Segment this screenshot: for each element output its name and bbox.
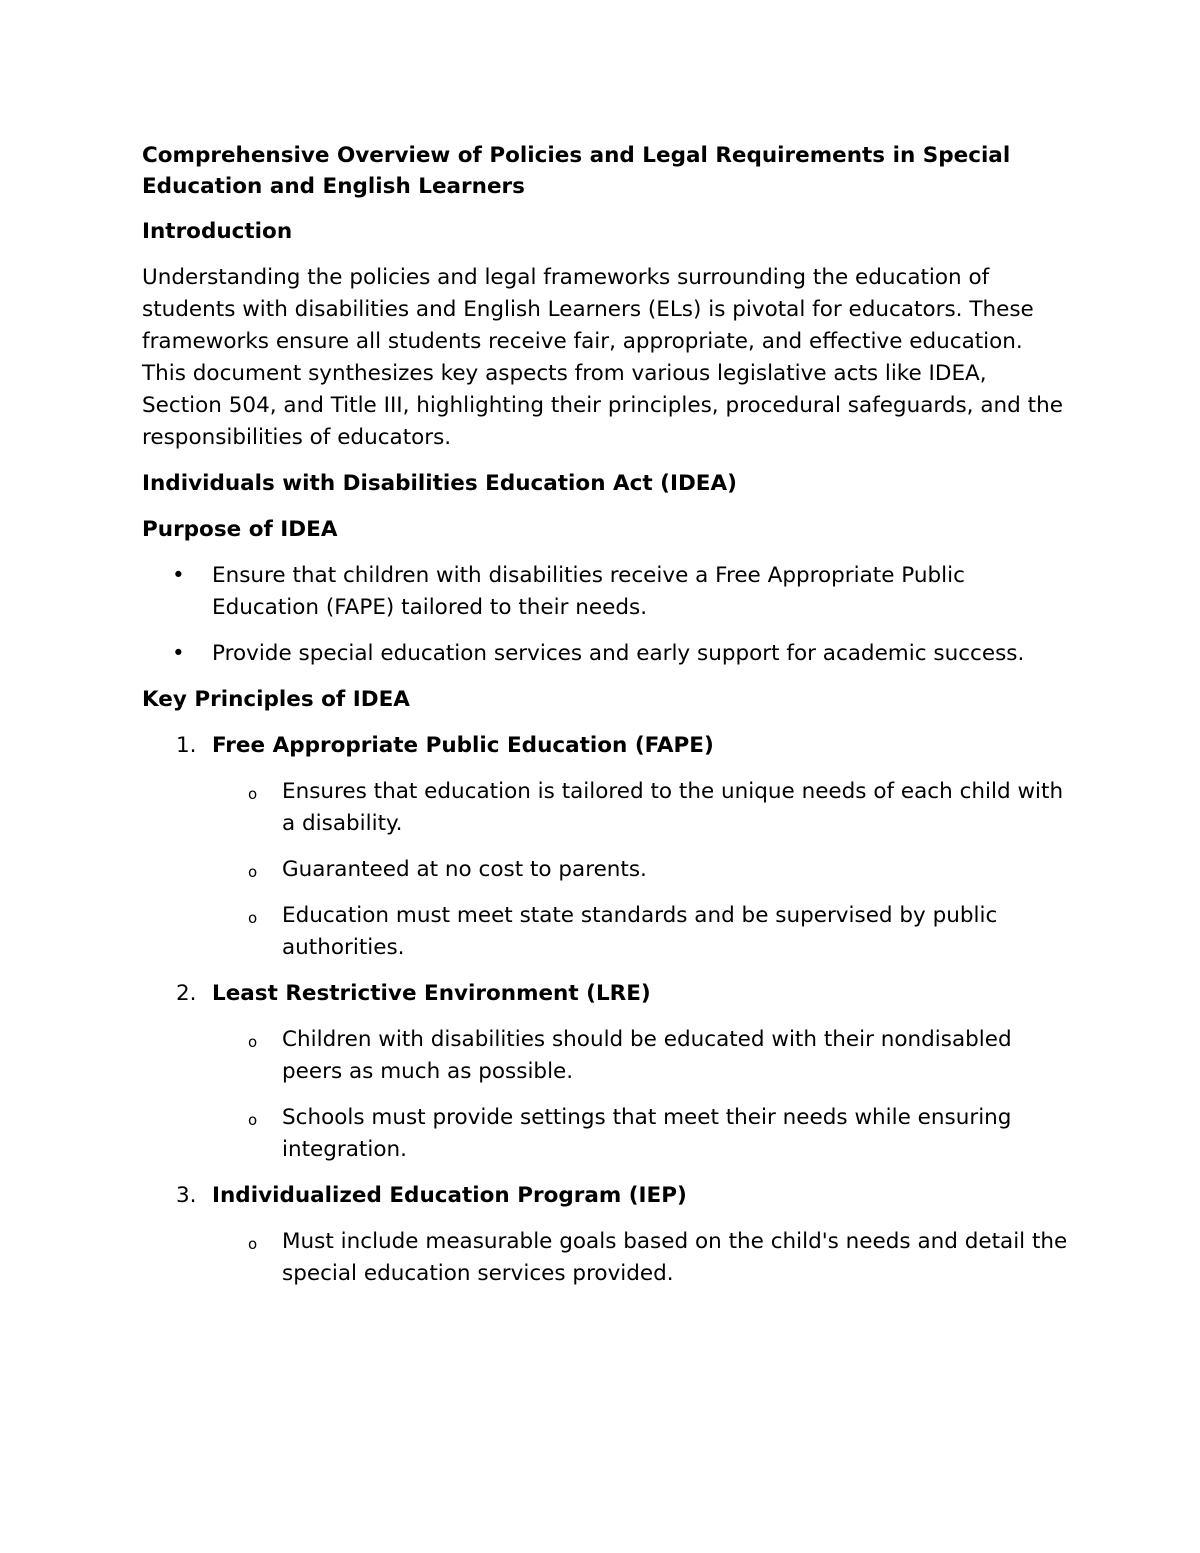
sub-bullet-item <box>142 1102 1072 1166</box>
item-title: Least Restrictive Environment (LRE) <box>212 981 651 1006</box>
section-heading-introduction: Introduction <box>142 219 293 244</box>
numbered-item <box>142 978 1072 1010</box>
circle-bullet-icon: o <box>248 909 258 927</box>
item-number: 2. <box>176 981 197 1006</box>
numbered-item <box>142 1180 1072 1212</box>
bullet-item <box>142 638 1072 670</box>
sub-bullet-item <box>142 900 1072 964</box>
section-heading-purpose: Purpose of IDEA <box>142 517 338 542</box>
circle-bullet-icon: o <box>248 1235 258 1253</box>
numbered-item <box>142 730 1072 762</box>
circle-bullet-icon: o <box>248 1111 258 1129</box>
item-number: 3. <box>176 1183 197 1208</box>
sub-bullet-text: Ensures that education is tailored to the unique needs of each child with a disability. <box>282 779 1064 836</box>
sub-bullet-text: Guaranteed at no cost to parents. <box>282 857 647 882</box>
section-heading-idea: Individuals with Disabilities Education Act (IDEA) <box>142 471 737 496</box>
sub-bullet-item <box>142 776 1072 840</box>
item-title: Free Appropriate Public Education (FAPE) <box>212 733 714 758</box>
sub-bullet-item <box>142 1226 1072 1290</box>
sub-bullet-item <box>142 1024 1072 1088</box>
document-body <box>142 140 1072 1290</box>
bullet-text: Provide special education services and early support for academic success. <box>212 641 1025 666</box>
sub-bullet-item <box>142 854 1072 886</box>
item-number: 1. <box>176 733 197 758</box>
section-heading-principles: Key Principles of IDEA <box>142 687 410 712</box>
bullet-text: Ensure that children with disabilities receive a Free Appropriate Public Education (FAPE) tailored to their needs. <box>212 563 965 620</box>
sub-bullet-text: Must include measurable goals based on the child's needs and detail the special education services provided. <box>282 1229 1068 1286</box>
document-title: Comprehensive Overview of Policies and Legal Requirements in Special Education and English Learners <box>142 143 1011 199</box>
sub-bullet-text: Education must meet state standards and be supervised by public authorities. <box>282 903 998 960</box>
circle-bullet-icon: o <box>248 1033 258 1051</box>
circle-bullet-icon: o <box>248 785 258 803</box>
principles-list <box>142 730 1072 1290</box>
circle-bullet-icon: o <box>248 863 258 881</box>
intro-paragraph: Understanding the policies and legal frameworks surrounding the education of students with disabilities and English Learners (ELs) is pivotal for educators. These frameworks ensure all students receive fair, appropriate, and effective education. This document synthesizes key aspects from various legislative acts like IDEA, Section 504, and Title III, highlighting their principles, procedural safeguards, and the responsibilities of educators. <box>142 265 1063 450</box>
sub-bullet-text: Schools must provide settings that meet their needs while ensuring integration. <box>282 1105 1012 1162</box>
bullet-icon: • <box>172 563 185 588</box>
bullet-item <box>142 560 1072 624</box>
bullet-icon: • <box>172 641 185 666</box>
item-title: Individualized Education Program (IEP) <box>212 1183 687 1208</box>
sub-bullet-text: Children with disabilities should be educated with their nondisabled peers as much as possible. <box>282 1027 1012 1084</box>
